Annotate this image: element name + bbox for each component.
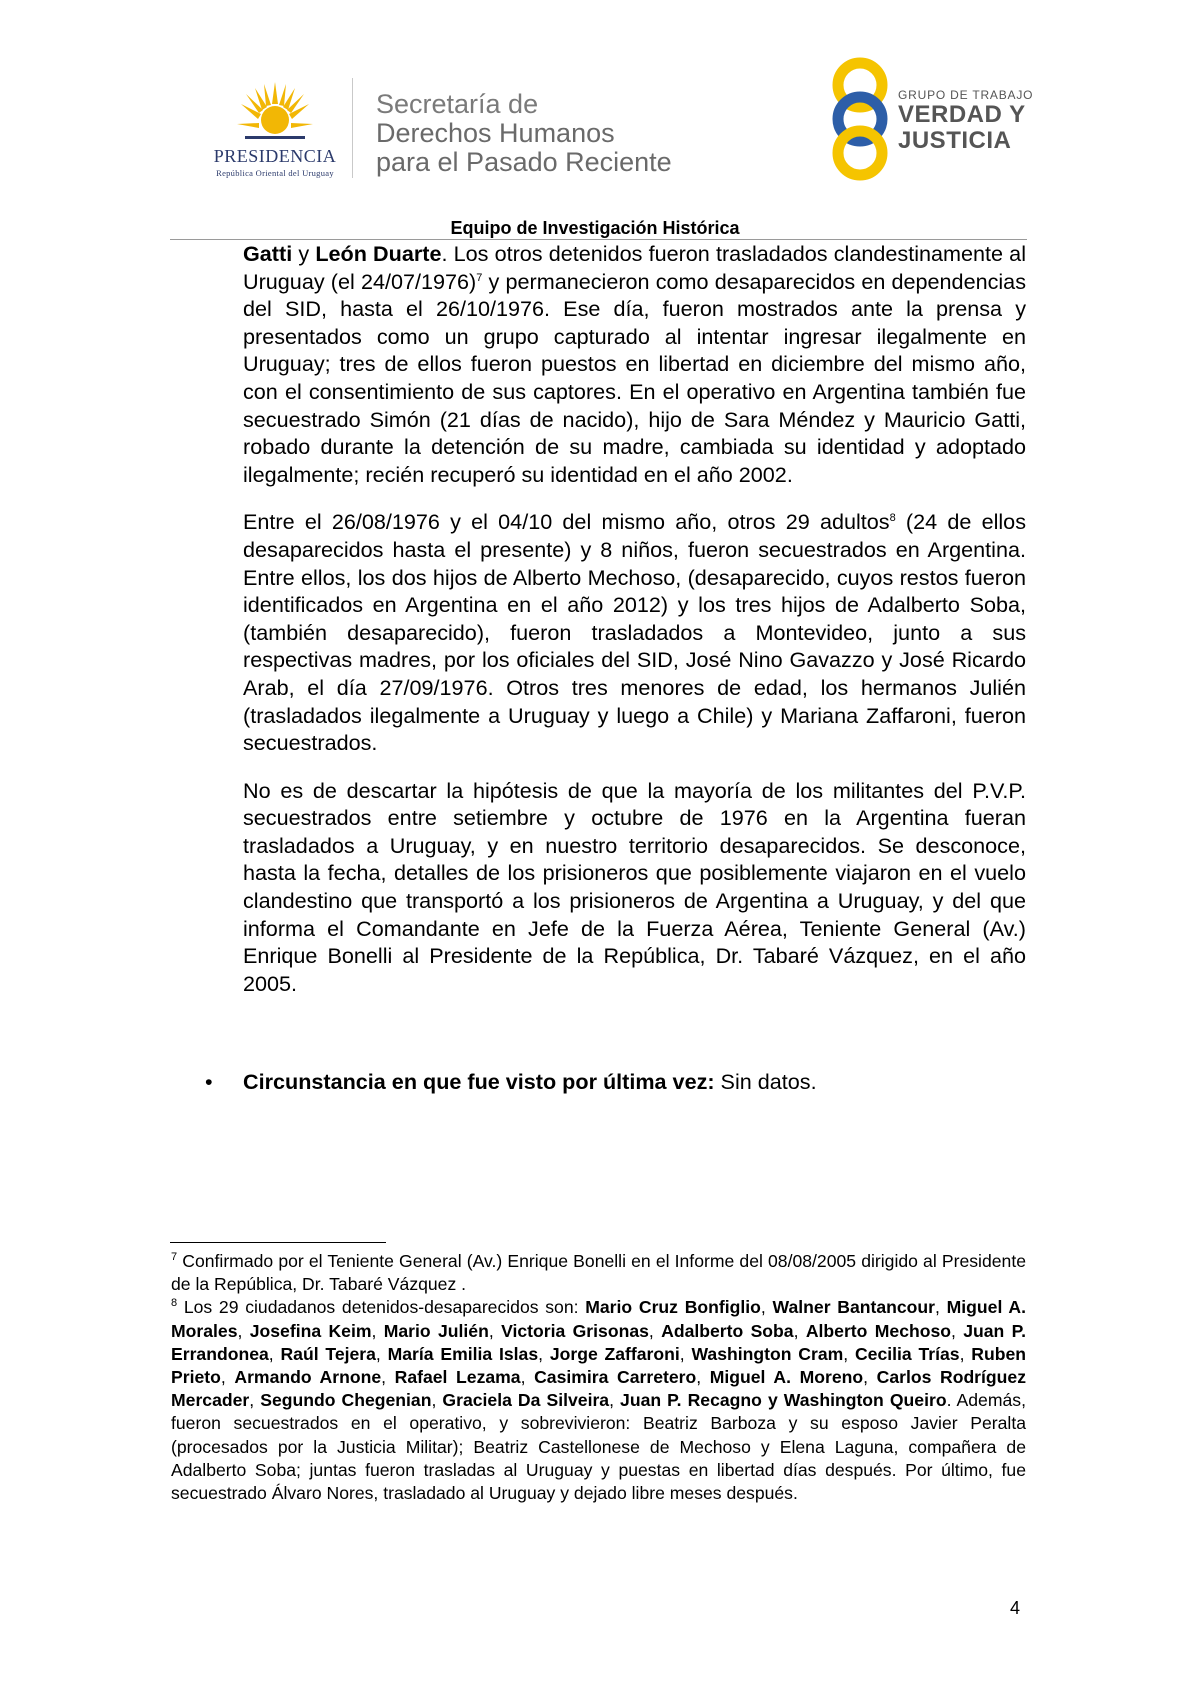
footnote-8-name: María Emilia Islas: [387, 1343, 539, 1364]
secretaria-line-1: Secretaría de: [376, 89, 539, 119]
footnote-8-name: Josefina Keim: [249, 1320, 372, 1341]
secretaria-line-3: para el Pasado Reciente: [376, 147, 672, 177]
secretaria-line-2: Derechos Humanos: [376, 118, 615, 148]
sun-emblem-icon: [237, 80, 313, 150]
paragraph-2: [243, 508, 1026, 756]
footnote-8-name: Washington Cram: [691, 1343, 844, 1364]
footnote-ref-7: 7: [476, 271, 483, 284]
footnote-8-number: 8: [171, 1297, 178, 1310]
body-content: [243, 240, 1026, 1017]
page-header: [0, 0, 1190, 240]
footnote-8-name: Raúl Tejera: [280, 1343, 376, 1364]
footnote-8-name: Walner Bantancour: [772, 1297, 936, 1318]
logo-divider: [352, 78, 353, 178]
footnote-8-rest: . Además, fueron secuestrados en el operativo, y sobrevivieron: Beatriz Barboza y su esposo Javier Peralta (procesados por la Justicia Militar); Beatriz Castellonese de Mechoso y Elena Laguna, compañera de Adalberto Soba; juntas fueron trasladas al Uruguay y puestas en libertad días después. Por último, fue secuestrado Álvaro Nores, trasladado al Uruguay y dejado libre meses después.: [171, 1390, 1026, 1504]
bullet-symbol: •: [205, 1069, 213, 1094]
footnote-8-name: Mario Julién: [383, 1320, 489, 1341]
paragraph-2-text-a: Entre el 26/08/1976 y el 04/10 del mismo año, otros 29 adultos: [243, 509, 890, 535]
footnote-8-name: Victoria Grisonas: [501, 1320, 649, 1341]
bullet-text: [243, 1068, 817, 1096]
paragraph-1-text-c: y permanecieron como desaparecidos en dependencias del SID, hasta el 26/10/1976. Ese día, fueron mostrados ante la prensa y presentados como un grupo capturado al intentar ingresar ilegalmente en Uruguay; tres de ellos fueron puestos en libertad en diciembre del mismo año, con el consentimiento de sus captores. En el operativo en Argentina también fue secuestrado Simón (21 días de nacido), hijo de Sara Méndez y Mauricio Gatti, robado durante la detención de su madre, cambiada su identidad y adoptado ilegalmente; recién recuperó su identidad en el año 2002.: [243, 268, 1026, 487]
footnote-8-name: Segundo Chegenian: [260, 1390, 432, 1411]
footnote-8-name: Rafael Lezama: [394, 1367, 521, 1388]
footnote-8-names: Mario Cruz Bonfiglio, Walner Bantancour, Miguel A. Morales, Josefina Keim, Mario Julién, Victoria Grisonas, Adalberto Soba, Alberto Mechoso, Juan P. Errandonea, Raúl Tejera, María Emilia Islas, Jorge Zaffaroni, Washington Cram, Cecilia Trías, Ruben Prieto, Armando Arnone, Rafael Lezama, Casimira Carretero, Miguel A. Moreno, Carlos Rodríguez Mercader, Segundo Chegenian, Graciela Da Silveira, Juan P. Recagno y Washington Queiro: [171, 1297, 1026, 1411]
presidencia-logo: [195, 80, 355, 180]
footnote-8-intro: Los 29 ciudadanos detenidos-desaparecidos son:: [177, 1297, 586, 1318]
bullet-label: Circunstancia en que fue visto por última vez:: [243, 1069, 715, 1094]
page-number: 4: [1010, 1598, 1021, 1618]
paragraph-1-text-a: y: [292, 241, 316, 266]
grupo-trabajo-label: GRUPO DE TRABAJO: [898, 88, 1034, 102]
footnote-8-name: Cecilia Trías: [854, 1343, 960, 1364]
footnote-8-name: Miguel A. Morales: [171, 1297, 1026, 1341]
bold-name-gatti: Gatti: [243, 241, 293, 266]
footnote-8-name: Mario Cruz Bonfiglio: [585, 1297, 761, 1318]
footnote-8-name: Armando Arnone: [234, 1367, 382, 1388]
paragraph-1-text-b: . Los otros detenidos fueron trasladados clandestinamente al Uruguay (el 24/07/1976): [243, 241, 1026, 294]
paragraph-3: No es de descartar la hipótesis de que la mayoría de los militantes del P.V.P. secuestrados entre setiembre y octubre de 1976 en la Argentina fueran trasladados a Uruguay, y en nuestro territorio desaparecidos. Se desconoce, hasta la fecha, detalles de los prisioneros que posiblemente viajaron en el vuelo clandestino que transportó a los prisioneros de Argentina a Uruguay, y del que informa el Comandante en Jefe de la Fuerza Aérea, Teniente General (Av.) Enrique Bonelli al Presidente de la República, Dr. Tabaré Vázquez, en el año 2005.: [243, 777, 1026, 996]
footnote-8-name: Ruben Prieto: [171, 1343, 1026, 1388]
footnote-8-name: Alberto Mechoso: [805, 1320, 951, 1341]
presidencia-wordmark: PRESIDENCIA: [213, 146, 337, 166]
footnote-7-number: 7: [171, 1251, 178, 1264]
footnote-8-name: Miguel A. Moreno: [709, 1367, 864, 1388]
footnote-8-name: Adalberto Soba: [661, 1320, 794, 1341]
footnote-8-name: Juan P. Recagno y Washington Queiro: [620, 1390, 947, 1411]
footnote-8-name: Casimira Carretero: [534, 1367, 697, 1388]
grupo-trabajo-wordmark: [898, 88, 1033, 154]
unit-title: Equipo de Investigación Histórica: [450, 218, 740, 238]
footnote-8-name: Juan P. Errandonea: [171, 1320, 1026, 1364]
footnote-7-text: Confirmado por el Teniente General (Av.) Enrique Bonelli en el Informe del 08/08/2005 dirigido al Presidente de la República, Dr. Tabaré Vázquez .: [171, 1251, 1026, 1295]
footnote-ref-8: 8: [889, 512, 896, 525]
paragraph-1: [243, 240, 1026, 488]
bullet-value: Sin datos.: [714, 1069, 817, 1094]
footnote-7: [171, 1250, 1026, 1296]
justicia-label: JUSTICIA: [898, 127, 1012, 154]
verdad-justicia-rings-icon: [820, 55, 900, 183]
paragraph-2-text-b: (24 de ellos desaparecidos hasta el presente) y 8 niños, fueron secuestrados en Argentina. Entre ellos, los dos hijos de Alberto Mechoso, (desaparecido, cuyos restos fueron identificados en Argentina en el año 2012) y los tres hijos de Adalberto Soba, (también desaparecido), fueron trasladados a Montevideo, junto a sus respectivas madres, por los oficiales del SID, José Nino Gavazzo y José Ricardo Arab, el día 27/09/1976. Otros tres menores de edad, los hermanos Julién (trasladados ilegalmente a Uruguay y luego a Chile) y Mariana Zaffaroni, fueron secuestrados.: [243, 509, 1026, 756]
presidencia-subtitle: República Oriental del Uruguay: [216, 168, 334, 178]
footnote-8-name: Jorge Zaffaroni: [549, 1343, 680, 1364]
footnotes: [171, 1250, 1026, 1505]
footnote-8-name: Carlos Rodríguez Mercader: [171, 1367, 1026, 1411]
verdad-y-label: VERDAD Y: [898, 101, 1026, 128]
secretaria-title: [376, 90, 672, 177]
footnote-separator: [170, 1242, 386, 1243]
footnote-8: [171, 1296, 1026, 1505]
bold-name-leon-duarte: León Duarte: [315, 241, 442, 266]
footnote-8-name: Graciela Da Silveira: [442, 1390, 610, 1411]
